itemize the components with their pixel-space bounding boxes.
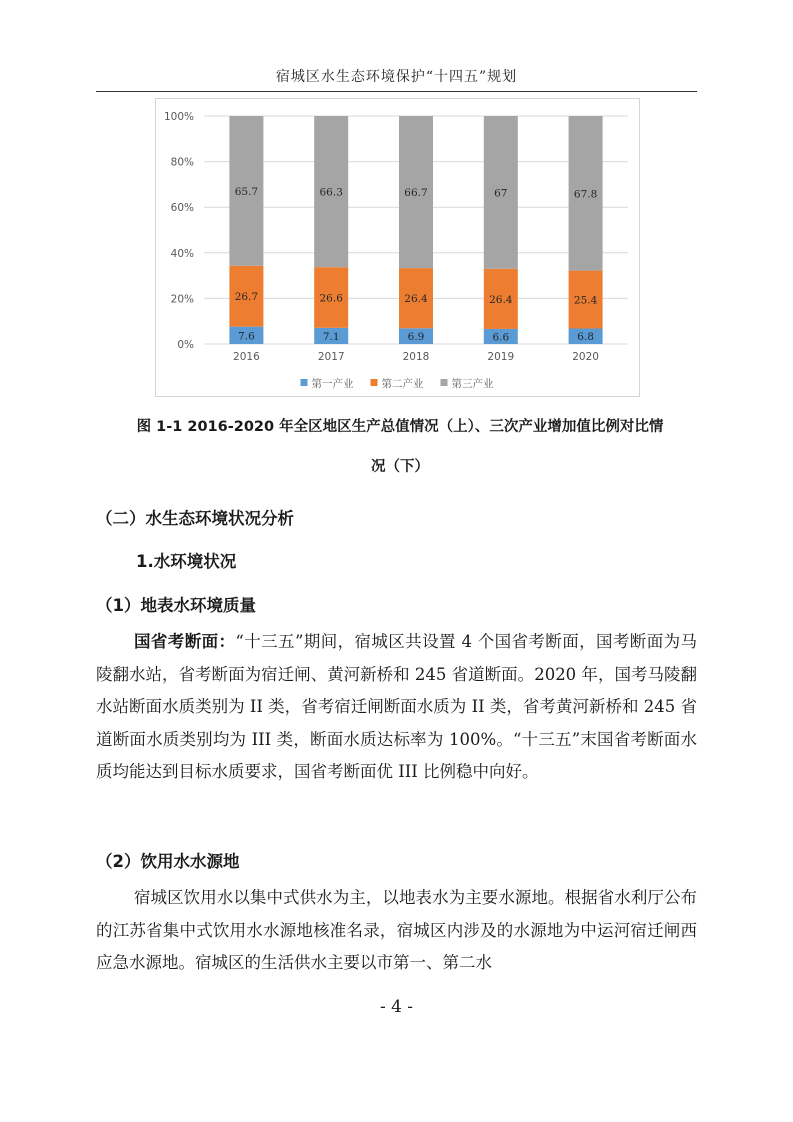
legend-label: 第二产业 <box>381 378 424 390</box>
subsubsection-heading-drinking-water: （2）饮用水水源地 <box>96 852 240 871</box>
data-label: 67 <box>494 187 508 200</box>
data-label: 6.6 <box>492 331 510 344</box>
running-header: 宿城区水生态环境保护“十四五”规划 <box>275 69 518 85</box>
y-tick-label: 40% <box>170 247 194 260</box>
legend-label: 第一产业 <box>311 378 354 390</box>
data-label: 26.6 <box>319 292 343 305</box>
y-tick-label: 0% <box>177 339 194 351</box>
y-tick-label: 60% <box>170 202 194 215</box>
x-tick-label: 2019 <box>487 351 515 363</box>
data-label: 7.1 <box>322 330 340 343</box>
paragraph-lead: 国省考断面： <box>134 632 236 651</box>
data-label: 6.8 <box>577 331 594 344</box>
page-number: - 4 - <box>379 997 414 1017</box>
subsection-heading: 1.水环境状况 <box>136 552 237 571</box>
data-label: 26.4 <box>404 293 428 306</box>
legend-label: 第三产业 <box>451 378 494 390</box>
data-label: 7.6 <box>238 330 255 343</box>
data-label: 6.9 <box>407 331 425 344</box>
legend-swatch <box>371 379 378 386</box>
data-label: 65.7 <box>234 185 259 198</box>
paragraph-body: “十三五”期间，宿城区共设置 4 个国省考断面，国考断面为马陵翻水站，省考断面为宿迁闸、黄河新桥和 245 省道断面。2020 年，国考马陵翻水站断面水质类别为 II 类，省考宿迁闸断面水质为 II 类，省考黄河新桥和 245 省道断面水质类别均为 III 类，断面水质达标率为 100%。“十三五”末国省考断面水质均能达到目标水质要求，国省考断面优 III 比例稳中向好。 <box>96 632 698 781</box>
y-tick-label: 20% <box>170 293 194 306</box>
x-tick-label: 2017 <box>317 351 345 363</box>
data-label: 66.7 <box>404 187 428 200</box>
figure-caption-line1: 图 1-1 2016-2020 年全区地区生产总值情况（上）、三次产业增加值比例对比情 <box>136 419 664 435</box>
header-rule <box>96 91 697 92</box>
figure-caption-line2: 况（下） <box>371 459 429 475</box>
x-tick-label: 2016 <box>233 351 260 363</box>
subsubsection-heading-surface-water: （1）地表水环境质量 <box>96 596 256 615</box>
y-tick-label: 80% <box>170 156 194 169</box>
paragraph-drinking-water: 宿城区饮用水以集中式供水为主，以地表水为主要水源地。根据省水利厅公布的江苏省集中式饮用水水源地核准名录，宿城区内涉及的水源地为中运河宿迁闸西应急水源地。宿城区的生活供水主要以市第一、第二水 <box>96 888 697 972</box>
data-label: 66.3 <box>319 186 343 199</box>
section-heading: （二）水生态环境状况分析 <box>96 509 294 528</box>
y-tick-label: 100% <box>163 111 194 123</box>
paragraph-surface-water <box>96 626 697 789</box>
data-label: 26.4 <box>489 293 513 306</box>
legend-swatch <box>441 379 448 386</box>
chart-canvas <box>156 99 639 396</box>
data-label: 67.8 <box>573 188 598 201</box>
data-label: 25.4 <box>573 294 598 307</box>
stacked-bar-chart <box>155 98 640 397</box>
x-tick-label: 2018 <box>402 351 430 363</box>
x-tick-label: 2020 <box>572 351 599 363</box>
data-label: 26.7 <box>234 291 259 304</box>
legend-swatch <box>301 379 308 386</box>
